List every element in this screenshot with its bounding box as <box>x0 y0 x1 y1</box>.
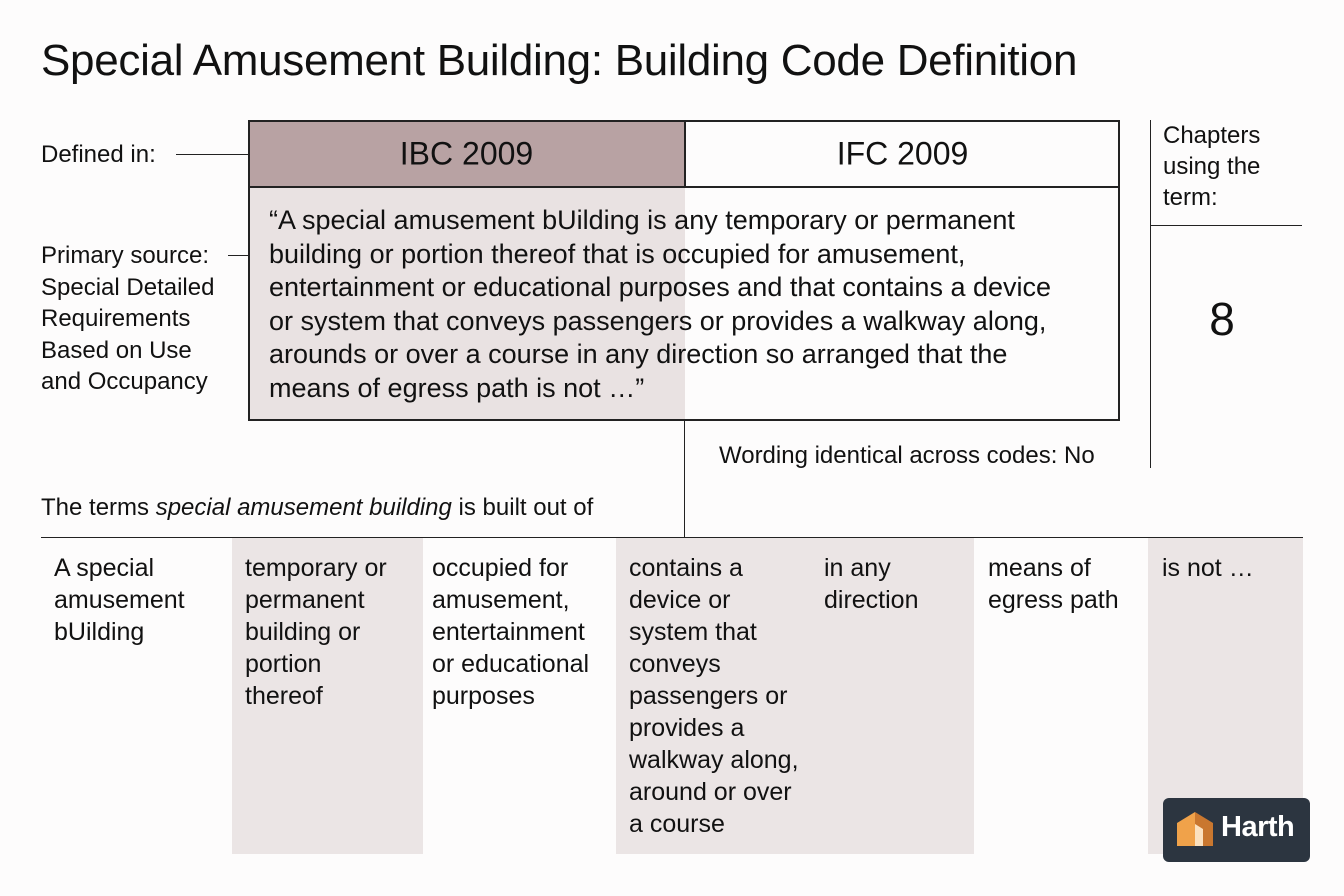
term-line: contains a <box>629 554 743 582</box>
definition-line: or system that conveys passengers or provides a walkway along, <box>269 305 1047 336</box>
chapters-label <box>1163 120 1260 213</box>
primary-source-label <box>41 240 214 398</box>
term-line: thereof <box>245 682 323 710</box>
definition-line: entertainment or educational purposes and that contains a device <box>269 272 1052 303</box>
definition-line: means of egress path is not …” <box>269 372 645 403</box>
term-line: A special <box>54 554 155 582</box>
chapters-separator <box>1150 225 1302 226</box>
term-line: in any <box>824 554 891 582</box>
term-line: direction <box>824 586 919 614</box>
term-line: amusement <box>54 586 185 614</box>
term-line: amusement, <box>432 586 570 614</box>
page-title: Special Amusement Building: Building Code Definition <box>41 36 1078 85</box>
terms-intro <box>41 494 593 522</box>
harth-logo <box>1163 798 1310 862</box>
definition-line: building or portion thereof that is occupied for amusement, <box>269 238 966 269</box>
term-line: walkway along, <box>629 746 799 774</box>
primary-source-line: Special Detailed <box>41 273 215 301</box>
term-line: passengers or <box>629 682 788 710</box>
term-cell <box>824 552 919 616</box>
term-line: is not … <box>1162 554 1254 582</box>
chapters-label-line: term: <box>1163 184 1218 211</box>
definition-quote <box>269 204 1109 406</box>
term-line: building or <box>245 618 361 646</box>
chapters-divider <box>1150 120 1151 468</box>
term-line: temporary or <box>245 554 387 582</box>
terms-intro-after: is built out of <box>451 494 594 521</box>
defined-in-connector <box>176 154 248 155</box>
term-line: portion <box>245 650 322 678</box>
term-line: conveys <box>629 650 721 678</box>
wording-identical-note: Wording identical across codes: No <box>719 442 1095 469</box>
term-cell <box>629 552 799 840</box>
primary-source-line: Based on Use <box>41 336 192 364</box>
term-cell <box>432 552 589 712</box>
term-line: provides a <box>629 714 745 742</box>
term-cell <box>988 552 1119 616</box>
definition-line: “A special amusement bUilding is any temporary or permanent <box>269 205 1015 235</box>
term-line: device or <box>629 586 731 614</box>
chapters-label-line: using the <box>1163 153 1261 180</box>
term-line: around or over <box>629 778 792 806</box>
chapters-count: 8 <box>1209 293 1235 345</box>
code-tab-label: IBC 2009 <box>399 135 534 171</box>
term-line: a course <box>629 810 725 838</box>
logo-text: Harth <box>1221 811 1295 843</box>
term-line: system that <box>629 618 757 646</box>
tab-bottom-border <box>248 186 1120 188</box>
term-line: bUilding <box>54 618 145 646</box>
term-cell <box>245 552 387 712</box>
term-line: entertainment <box>432 618 585 646</box>
definition-line: arounds or over a course in any direction so arranged that the <box>269 339 1008 370</box>
house-logo-icon <box>1173 808 1217 852</box>
primary-source-line: and Occupancy <box>41 368 208 395</box>
chapters-label-line: Chapters <box>1163 122 1261 149</box>
term-line: means of <box>988 554 1091 582</box>
primary-source-line: Primary source: <box>41 242 210 269</box>
defined-in-label: Defined in: <box>41 141 156 168</box>
term-line: occupied for <box>432 554 569 582</box>
term-cell <box>54 552 185 648</box>
primary-source-line: Requirements <box>41 305 191 332</box>
term-line: or educational <box>432 650 590 678</box>
code-tab-label: IFC 2009 <box>836 135 969 171</box>
center-connector <box>684 421 685 537</box>
term-line: permanent <box>245 586 365 614</box>
term-line: purposes <box>432 682 535 710</box>
tab-divider <box>684 120 686 187</box>
term-line: egress path <box>988 586 1119 614</box>
terms-intro-before: The terms <box>41 494 156 521</box>
terms-intro-term: special amusement building <box>155 494 452 521</box>
term-cell <box>1162 552 1254 584</box>
